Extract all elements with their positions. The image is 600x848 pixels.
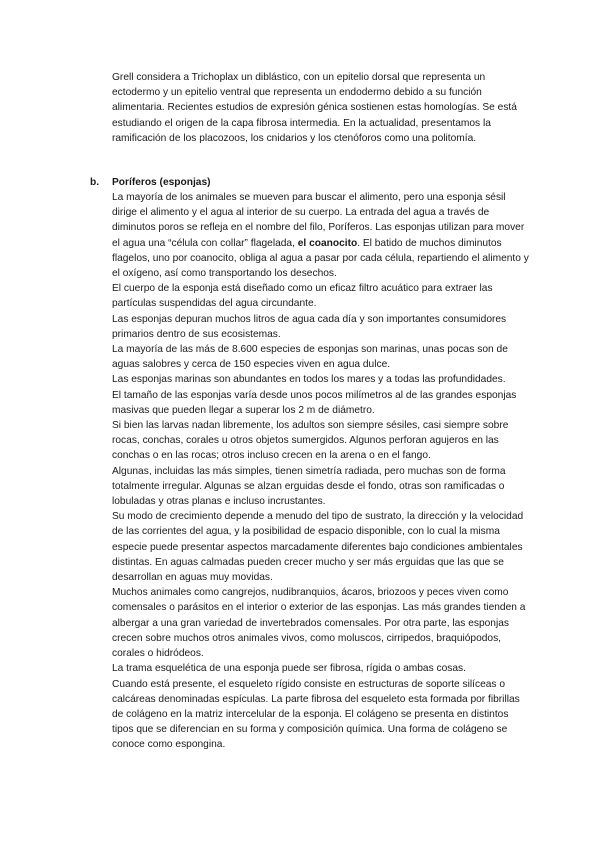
paragraph-7: Si bien las larvas nadan libremente, los adultos son siempre sésiles, casi siempre sobre rocas, conchas, corales u otros objetos sumergidos. Algunos perforan agujeros en las conchas o en las rocas; otros incluso crecen en la arena o en el fango. xyxy=(112,420,509,462)
section-heading xyxy=(90,175,211,190)
paragraph-5: Las esponjas marinas son abundantes en todos los mares y a todas las profundidades. xyxy=(112,374,506,386)
section-body xyxy=(112,190,532,753)
paragraph-10: Muchos animales como cangrejos, nudibranquios, ácaros, briozoos y peces viven como comensales o parásitos en el interior o exterior de las esponjas. Las más grandes tienden a albergar a una gran variedad de invertebrados comensales. Por otra parte, las esponjas crecen sobre muchos otros animales vivos, como moluscos, cirripedos, braquiópodos, corales o hidródeos. xyxy=(112,587,526,660)
paragraph-6: El tamaño de las esponjas varía desde unos pocos milímetros al de las grandes esponjas masivas que pueden llegar a superar los 2 m de diámetro. xyxy=(112,389,517,416)
paragraph-1-text-a: La mayoría de los animales se mueven para buscar el alimento, pero una esponja sésil dirige el alimento y el agua al interior de su cuerpo. La entrada del agua a través de diminutos poros se refleja en el nombre del filo, Poríferos. Las esponjas utilizan para mover el agua una “célula con collar” flagelada, xyxy=(112,192,525,249)
intro-paragraph: Grell considera a Trichoplax un diblástico, con un epitelio dorsal que representa un ectodermo y un epitelio ventral que representa un endodermo debido a su función alimentaria. Recientes estudios de expresión génica sostienen estas homologías. Se está estudiando el origen de la capa fibrosa intermedia. En la actualidad, presentamos la ramificación de los placozoos, los cnidarios y los ctenóforos como una politomía. xyxy=(112,72,517,144)
section-letter: b. xyxy=(90,177,100,188)
section-title: Poríferos (esponjas) xyxy=(112,177,211,188)
paragraph-9: Su modo de crecimiento depende a menudo del tipo de sustrato, la dirección y la velocidad de las corrientes del agua, y la posibilidad de espacio disponible, con lo cual la misma especie puede presentar aspectos marcadamente diferentes bajo condiciones ambientales distintas. En aguas calmadas pueden crecer mucho y ser más erguidas que las que se desarrollan en aguas muy movidas. xyxy=(112,511,524,584)
paragraph-11: La trama esquelética de una esponja puede ser fibrosa, rígida o ambas cosas. xyxy=(112,663,466,675)
paragraph-1 xyxy=(112,190,532,281)
paragraph-12: Cuando está presente, el esqueleto rígido consiste en estructuras de soporte silíceas o calcáreas denominadas espículas. La parte fibrosa del esqueleto esta formada por fibrillas de colágeno en la matriz intercelular de la esponja. El colágeno se presenta en distintos tipos que se diferencian en su forma y composición química. Una forma de colágeno se conoce como espongina. xyxy=(112,678,520,751)
paragraph-1-bold-term: el coanocito xyxy=(297,237,358,249)
paragraph-2: El cuerpo de la esponja está diseñado como un eficaz filtro acuático para extraer las partículas suspendidas del agua circundante. xyxy=(112,283,493,310)
paragraph-3: Las esponjas depuran muchos litros de agua cada día y son importantes consumidores primarios dentro de sus ecosistemas. xyxy=(112,313,507,340)
paragraph-1-text-b: . El batido de muchos diminutos flagelos, uno por coanocito, obliga al agua a pasar por cada célula, repartiendo el alimento y el oxígeno, así como transportando los desechos. xyxy=(112,237,529,280)
paragraph-4: La mayoría de las más de 8.600 especies de esponjas son marinas, unas pocas son de aguas salobres y cerca de 150 especies viven en agua dulce. xyxy=(112,344,508,371)
paragraph-8: Algunas, incluidas las más simples, tienen simetría radiada, pero muchas son de forma totalmente irregular. Algunas se alzan erguidas desde el fondo, otras son ramificadas o lobuladas y otras planas e incluso incrustantes. xyxy=(112,465,506,508)
